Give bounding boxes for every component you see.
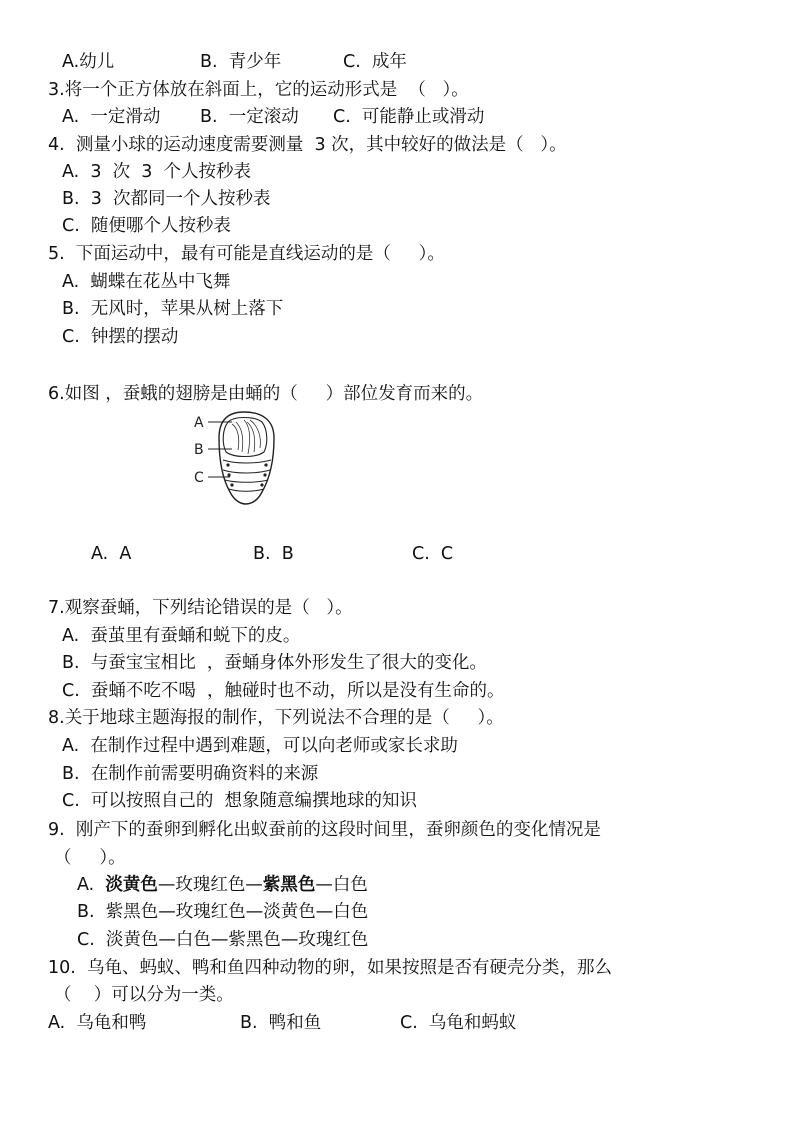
q6-option-c: C. C [412, 544, 454, 564]
q8-option-a: A. 在制作过程中遇到难题，可以向老师或家长求助 [62, 736, 458, 756]
q9-option-b: B. 紫黑色—玫瑰红色—淡黄色—白色 [77, 902, 369, 922]
figure-label-b: B [194, 442, 204, 458]
q2-option-b: B. 青少年 [200, 52, 282, 72]
q10-option-b: B. 鸭和鱼 [240, 1013, 322, 1033]
q8-option-c: C. 可以按照自己的 想象随意编撰地球的知识 [62, 791, 418, 811]
q7-option-b: B. 与蚕宝宝相比 ，蚕蛹身体外形发生了很大的变化。 [62, 653, 487, 673]
q5-option-a: A. 蝴蝶在花丛中飞舞 [62, 272, 231, 292]
silkworm-pupa-figure [192, 408, 302, 508]
pupa-body [219, 412, 274, 504]
q9-option-a-color4: —白色 [315, 875, 368, 895]
q9-option-a [77, 873, 368, 897]
q4-stem: 4. 测量小球的运动速度需要测量 3 次，其中较好的做法是（ ）。 [48, 135, 567, 155]
q9-stem-line2: （ ）。 [54, 848, 126, 868]
q9-option-c: C. 淡黄色—白色—紫黑色—玫瑰红色 [77, 930, 369, 950]
q5-stem: 5. 下面运动中，最有可能是直线运动的是（ ）。 [48, 244, 445, 264]
q6-option-b: B. B [253, 544, 294, 564]
q3-option-b: B. 一定滚动 [200, 107, 299, 127]
q7-stem: 7.观察蚕蛹，下列结论错误的是（ ）。 [48, 598, 353, 618]
figure-label-c: C [194, 470, 204, 486]
q2-option-c: C. 成年 [343, 52, 407, 72]
q6-stem: 6.如图 ，蚕蛾的翅膀是由蛹的（ ）部位发育而来的。 [48, 384, 484, 404]
q3-option-a: A. 一定滑动 [62, 107, 161, 127]
q5-option-b: B. 无风时，苹果从树上落下 [62, 299, 284, 319]
q9-option-a-color1: 淡黄色 [105, 875, 158, 895]
q2-option-a: A.幼儿 [62, 52, 115, 72]
q9-stem-line1: 9. 刚产下的蚕卵到孵化出蚁蚕前的这段时间里，蚕卵颜色的变化情况是 [48, 820, 601, 840]
q4-option-a: A. 3 次 3 个人按秒表 [62, 162, 251, 182]
q3-option-c: C. 可能静止或滑动 [333, 107, 485, 127]
q8-option-b: B. 在制作前需要明确资料的来源 [62, 764, 319, 784]
figure-label-a: A [194, 415, 204, 431]
q7-option-c: C. 蚕蛹不吃不喝 ，触碰时也不动，所以是没有生命的。 [62, 681, 505, 701]
q8-stem: 8.关于地球主题海报的制作，下列说法不合理的是（ ）。 [48, 708, 504, 728]
q10-stem-line1: 10. 乌龟、蚂蚁、鸭和鱼四种动物的卵，如果按照是否有硬壳分类，那么 [48, 958, 612, 978]
q6-option-a: A. A [91, 544, 132, 564]
q10-option-c: C. 乌龟和蚂蚁 [400, 1013, 517, 1033]
q7-option-a: A. 蚕茧里有蚕蛹和蜕下的皮。 [62, 626, 301, 646]
q10-option-a: A. 乌龟和鸭 [48, 1013, 147, 1033]
q10-stem-line2: （ ）可以分为一类。 [54, 985, 234, 1005]
q5-option-c: C. 钟摆的摆动 [62, 327, 179, 347]
q9-option-a-color3: 紫黑色 [262, 875, 316, 895]
q4-option-c: C. 随便哪个人按秒表 [62, 216, 231, 236]
q3-stem: 3.将一个正方体放在斜面上，它的运动形式是 （ ）。 [48, 80, 469, 100]
q9-option-a-prefix: A. [77, 875, 106, 895]
q4-option-b: B. 3 次都同一个人按秒表 [62, 189, 271, 209]
q9-option-a-color2: —玫瑰红色— [157, 875, 263, 895]
